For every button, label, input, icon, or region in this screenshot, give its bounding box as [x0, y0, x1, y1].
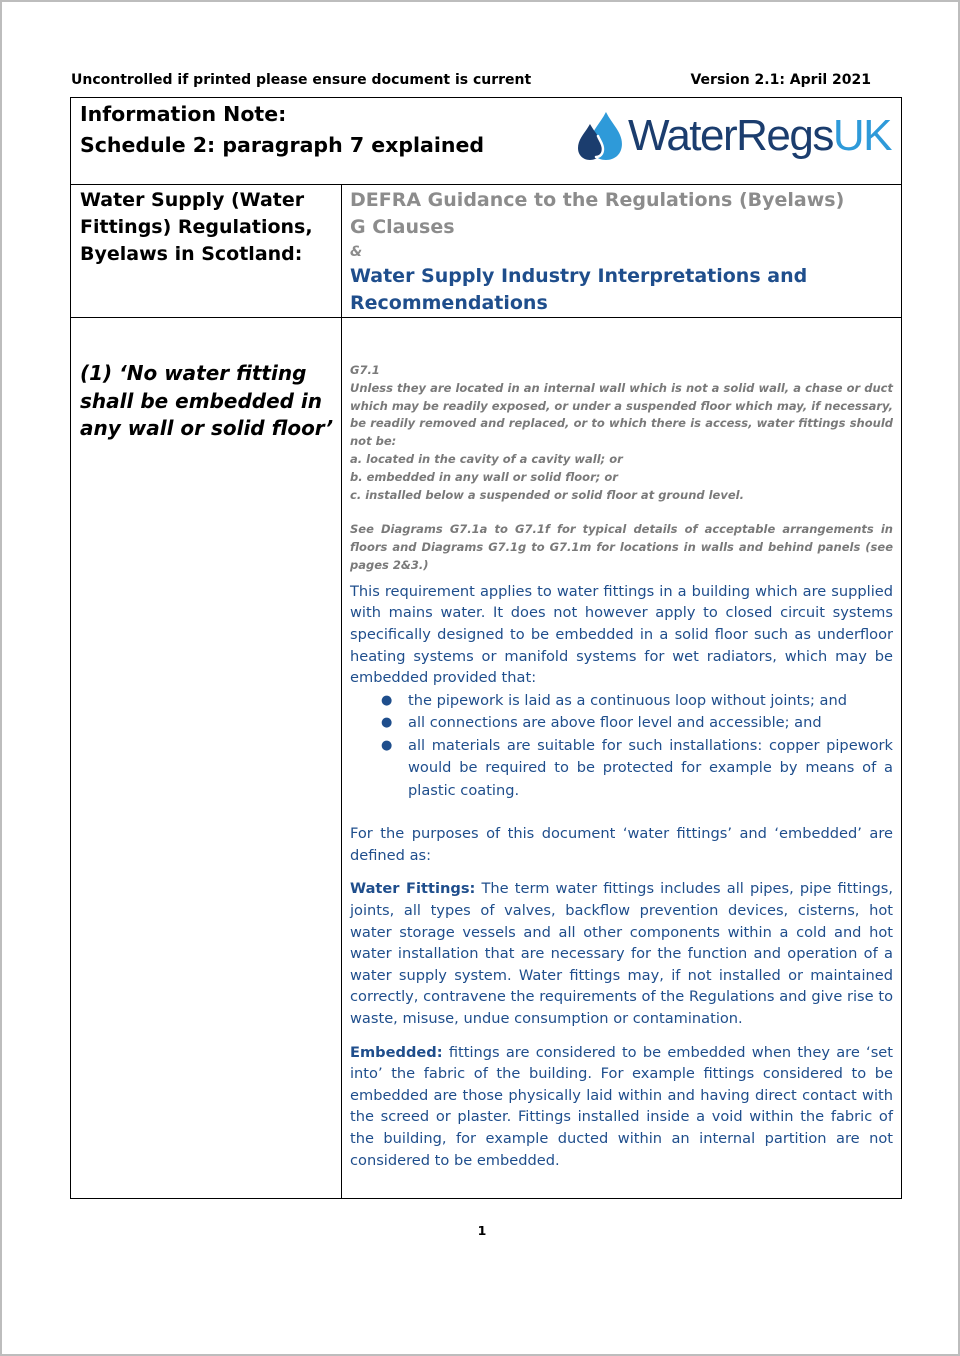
list-item [350, 712, 893, 735]
industry-interpretations-heading: Water Supply Industry Interpretations and Recommendations [350, 265, 808, 314]
header-disclaimer: Uncontrolled if printed please ensure document is current [71, 72, 532, 88]
list-item-text: all connections are above floor level and accessible; and [408, 714, 822, 732]
g-clause-text [350, 362, 893, 575]
definition-text: The term water fittings includes all pipes, pipe fittings, joints, all types of valves, backflow prevention devices, cisterns, hot water storage vessels and all other components within a cold and hot water installation that are necessary for the function and operation of a water supply system. Water fittings may, if not installed or maintained correctly, contravene the requirements of the Regulations and give rise to waste, misuse, undue consumption or contamination. [350, 880, 893, 1027]
defra-guidance-line: DEFRA Guidance to the Regulations (Byelaws) [350, 189, 845, 211]
page-subtitle: Schedule 2: paragraph 7 explained [80, 133, 485, 157]
header-version: Version 2.1: April 2021 [690, 72, 871, 88]
g-clause-item-a: a. located in the cavity of a cavity wall; or [350, 451, 623, 466]
logo-wordmark [627, 111, 891, 160]
bullet-icon: ● [381, 715, 393, 731]
regulation-clause: (1) ‘No water fitting shall be embedded in any wall or solid floor’ [80, 361, 334, 440]
g-clause-see-diagrams: See Diagrams G7.1a to G7.1f for typical details of acceptable arrangements in floors and Diagrams G7.1g to G7.1m for locations in walls and behind panels (see pages 2&3.) [350, 522, 893, 572]
list-item [350, 690, 893, 713]
definition-embedded [350, 1042, 893, 1172]
g-clause-item-c: c. installed below a suspended or solid floor at ground level. [350, 487, 744, 502]
definition-term: Embedded: [350, 1043, 443, 1061]
guidance-body [350, 362, 893, 1171]
ampersand: & [350, 244, 363, 260]
bullet-icon: ● [381, 692, 393, 708]
list-item-text: the pipework is laid as a continuous loop without joints; and [408, 691, 847, 709]
page-number: 1 [477, 1223, 487, 1238]
g-clause-ref: G7.1 [350, 363, 380, 377]
definition-water-fittings [350, 878, 893, 1029]
water-drops-icon [576, 110, 624, 162]
definition-text: fittings are considered to be embedded when they are ‘set into’ the fabric of the building. For example fittings considered to be embedded are those physically laid within and having direct contact with the screed or plaster. Fittings installed inside a void within the fabric of the building, for example ducted within an internal partition are not considered to be embedded. [350, 1043, 893, 1169]
definition-term: Water Fittings: [350, 880, 476, 898]
guidance-heading [350, 187, 895, 317]
logo-text-accent: UK [832, 111, 891, 160]
bullet-icon: ● [381, 737, 393, 753]
column-divider [341, 185, 342, 1198]
g-clause-item-b: b. embedded in any wall or solid floor; or [350, 469, 618, 484]
heading-row [71, 185, 901, 318]
definitions-intro: For the purposes of this document ‘water fittings’ and ‘embedded’ are defined as: [350, 825, 893, 864]
regulations-heading: Water Supply (Water Fittings) Regulations, Byelaws in Scotland: [80, 189, 313, 265]
title-row [71, 98, 901, 185]
content-table [70, 97, 902, 1199]
waterregsuk-logo [576, 108, 891, 164]
requirement-paragraph: This requirement applies to water fittings in a building which are supplied with mains water. It does not however apply to closed circuit systems specifically designed to be embedded in a solid floor such as underfloor heating systems or manifold systems for wet radiators, which may be embedded provided that: [350, 582, 893, 687]
logo-text-main: WaterRegs [627, 111, 833, 160]
list-item [350, 735, 893, 803]
list-item-text: all materials are suitable for such installations: copper pipework would be required to be protected for example by means of a plastic coating. [408, 736, 893, 799]
conditions-list [350, 690, 893, 803]
g-clause-intro: Unless they are located in an internal wall which is not a solid wall, a chase or duct which may be readily exposed, or under a suspended floor which may, if necessary, be readily removed and replaced, or to which there is access, water fittings should not be: [350, 380, 893, 449]
running-header [71, 72, 871, 88]
page-title: Information Note: [80, 102, 287, 126]
g-clauses-line: G Clauses [350, 216, 455, 238]
